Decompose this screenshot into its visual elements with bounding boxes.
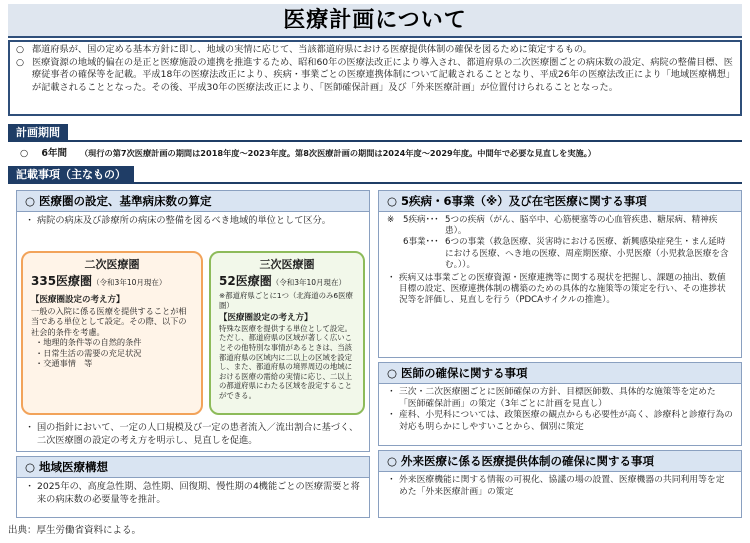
secondary-area-title: 二次医療圏	[84, 258, 140, 271]
tertiary-area-note: ※都道府県ごとに1つ（北海道のみ6医療圏）	[219, 291, 353, 310]
projects-note: 6事業･･･ 6つの事業（救急医療、災害時における医療、新興感染症発生・まん延時における医療、へき地の医療、周産期医療、小児医療（小児救急医療を含む。））。	[403, 237, 729, 270]
period-divider	[8, 140, 742, 142]
bullet-circle: ○	[20, 148, 29, 159]
tertiary-area-box	[209, 251, 365, 415]
condition-item: ・日常生活の需要の充足状況	[35, 347, 142, 358]
guideline-text: ・ 国の指針において、一定の人口規模及び一定の患者流入／流出割合に基づく、二次医療圏の設定の考え方を明示し、見直しを促進。	[25, 422, 359, 446]
items-divider	[8, 182, 742, 184]
intro-box	[8, 40, 742, 116]
secondary-area-subtitle: 【医療圏設定の考え方】	[31, 295, 125, 305]
panel-title: ○ 地域医療構想	[17, 457, 369, 478]
physicians-text-2: 産科、小児科については、政策医療の観点からも必要性が高く、診療科と診療行為の対応も明らかにしやすいことから、個別に策定	[399, 410, 733, 432]
panel-body: ・ 病院の病床及び診療所の病床の整備を図るべき地域的単位として区分。	[17, 212, 369, 231]
physicians-panel: ○ 医師の確保に関する事項 ・ 三次・二次医療圏ごとに医師確保の方針、目標医師数、具体的な施策等を定めた「医師確保計画」の策定（3年ごとに計画を見直し） ・ 産科、小児科については、政策医療の観点からも必要性が高く、診療科と診療行為の対応も明らかにしやすいことから、個別に策定	[378, 362, 742, 446]
panel-title: ○ 医療圏の設定、基準病床数の算定	[17, 191, 369, 212]
outpatient-text: 外来医療機能に関する情報の可視化、協議の場の設置、医療機器の共同利用等を定めた「外来医療計画」の策定	[399, 475, 725, 497]
panel-title: ○ 外来医療に係る医療提供体制の確保に関する事項	[379, 451, 741, 472]
bullet-circle: ○	[16, 44, 25, 55]
diseases-note: ※ 5疾病･･･ 5つの疾病（がん、脳卒中、心筋梗塞等の心血管疾患、糖尿病、精神疾患）。	[387, 215, 718, 237]
intro-paragraph-1: ○ 都道府県が、国の定める基本方針に即し、地域の実情に応じて、当該都道府県における医療提供体制の確保を図るために策定するもの。	[16, 44, 592, 55]
secondary-area-desc: 一般の入院に係る医療を提供することが相当である単位として設定。その際、以下の社会的条件を考慮。	[31, 305, 187, 337]
tertiary-area-count: 52医療圏（令和3年10月現在）	[219, 274, 347, 288]
source-note: 出典：厚生労働省資料による。	[8, 525, 142, 536]
condition-item: ・地理的条件等の自然的条件	[35, 337, 142, 347]
tertiary-area-subtitle: 【医療圏設定の考え方】	[219, 313, 313, 324]
medical-area-panel	[16, 190, 370, 452]
regional-vision-text: 2025年の、高度急性期、急性期、回復期、慢性期の4機能ごとの医療需要と将来の病床数の必要量等を推計。	[37, 481, 360, 505]
condition-item: ・交通事情 等	[35, 358, 93, 368]
period-value: 6年間	[41, 148, 67, 159]
items-section-label: 記載事項（主なもの）	[8, 166, 134, 184]
panel-title: ○ 5疾病・6事業（※）及び在宅医療に関する事項	[379, 191, 741, 212]
tertiary-area-title: 三次医療圏	[259, 258, 315, 271]
title-bar	[8, 4, 742, 38]
page-title: 医療計画について	[283, 8, 467, 33]
secondary-area-count: 335医療圏（令和3年10月現在）	[31, 274, 167, 288]
regional-vision-panel: ○ 地域医療構想 ・ 2025年の、高度急性期、急性期、回復期、慢性期の4機能ごとの医療需要と将来の病床数の必要量等を推計。	[16, 456, 370, 518]
bullet-circle: ○	[16, 56, 25, 68]
panel-title: ○ 医師の確保に関する事項	[379, 363, 741, 384]
physicians-text-1: 三次・二次医療圏ごとに医師確保の方針、目標医師数、具体的な施策等を定めた「医師確保計画」の策定（3年ごとに計画を見直し）	[399, 387, 716, 409]
tertiary-area-desc: 特殊な医療を提供する単位として設定。ただし、都道府県の区域が著しく広いことその他特別な事情があるときは、当該都道府県の区域内に二以上の区域を設定し、また、都道府県の境界周辺の地域における医療の需給の実情に応じ、二以上の都道府県にわたる区域を設定することができる。	[219, 323, 353, 400]
medical-area-text: 病院の病床及び診療所の病床の整備を図るべき地域的単位として区分。	[37, 215, 331, 226]
outpatient-panel: ○ 外来医療に係る医療提供体制の確保に関する事項 ・ 外来医療機能に関する情報の可視化、協議の場の設置、医療機器の共同利用等を定めた「外来医療計画」の策定	[378, 450, 742, 518]
intro-paragraph-2: ○ 医療資源の地域的偏在の是正と医療施設の連携を推進するため、昭和60年の医療法改正により導入され、都道府県の二次医療圏ごとの病床数の設定、病院の整備目標、医療従事者の確保等を記載。平成18年の医療法改正により、疾病・事業ごとの医療連携体制について記載されることとなり、平成26年の医療法改正により「地域医療構想」が記載されることとなった。その後、平成30年の医療法改正により、「医師確保計画」及び「外来医療計画」が位置付けられることとなった。	[16, 56, 733, 93]
period-section-label: 計画期間	[8, 124, 68, 142]
period-note: （現行の第7次医療計画の期間は2018年度～2023年度。第8次医療計画の期間は2024年度～2029年度。中間年で必要な見直しを実施。）	[79, 148, 596, 158]
plan-period	[20, 146, 740, 160]
diseases-text: 疾病又は事業ごとの医療資源・医療連携等に関する現状を把握し、課題の抽出、数値目標の設定、医療連携体制の構築のための具体的な施策等の策定を行い、その進捗状況等を評価し、見直しを行う（PDCAサイクルの推進）。	[399, 273, 726, 306]
diseases-panel: ○ 5疾病・6事業（※）及び在宅医療に関する事項 ※ 5疾病･･･ 5つの疾病（がん、脳卒中、心筋梗塞等の心血管疾患、糖尿病、精神疾患）。 6事業･･･ 6つの事業（救急医療、災害時における医療、新興感染症発生・まん延時における医療、へき地の医療、周産期医療、小児医療（小児救急医療を含む。））。 ・ 疾病又は事業ごとの医療資源・医療連携等に関する現状を把握し、課題の抽出、数値目標の設定、医療連携体制の構築のための具体的な施策等の策定を行い、その進捗状況等を評価し、見直しを行う（PDCAサイクルの推進）。	[378, 190, 742, 358]
secondary-area-box	[21, 251, 203, 415]
